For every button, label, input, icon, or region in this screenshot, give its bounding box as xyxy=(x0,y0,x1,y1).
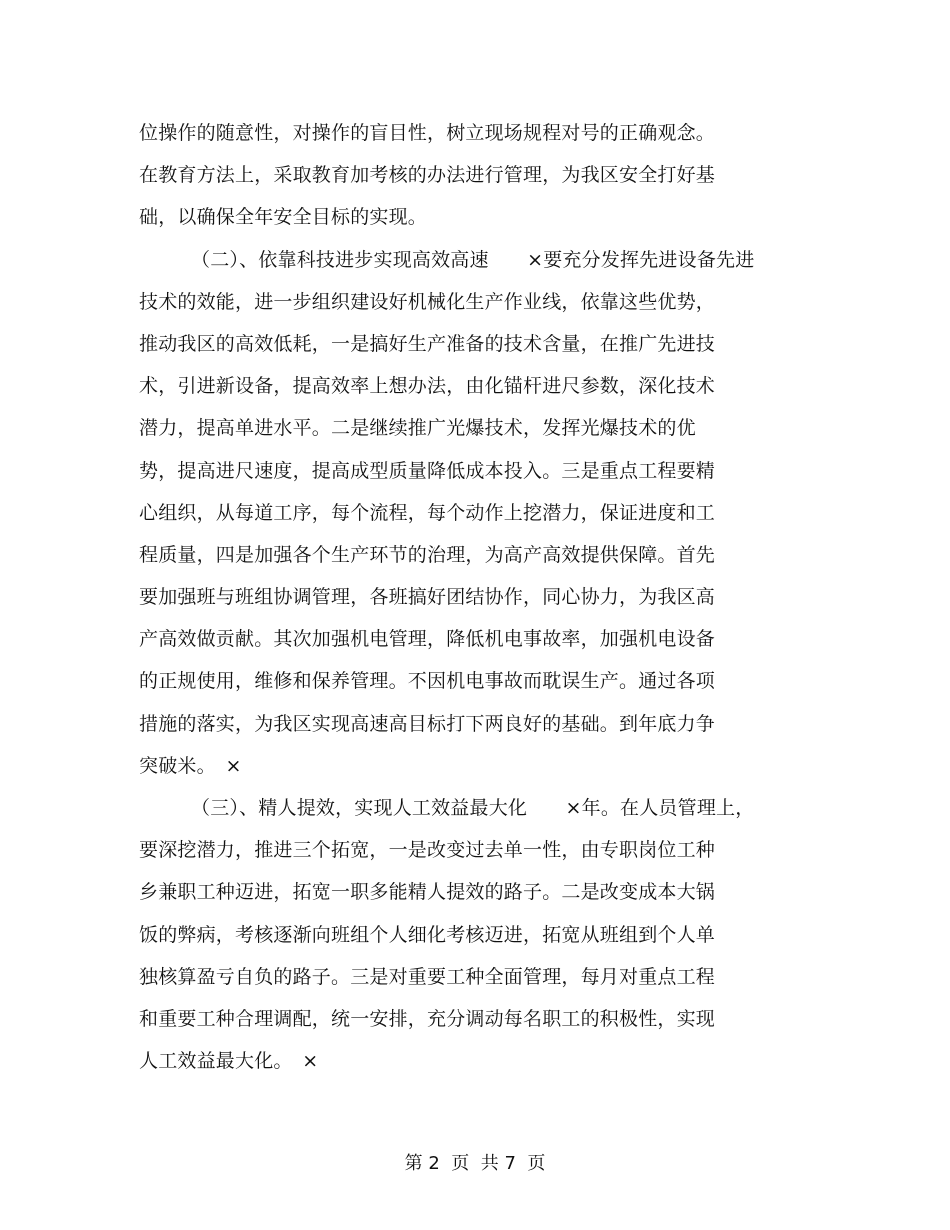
text-line: 要加强班与班组协调管理，各班搞好团结协作，同心协力，为我区高 xyxy=(139,586,716,609)
text-line: 潜力，提高单进水平。二是继续推广光爆技术，发挥光爆技术的优 xyxy=(139,417,696,440)
text-line: （二）、依靠科技进步实现高效高速 ×要充分发挥先进设备先进 xyxy=(191,248,755,271)
text-line: 程质量，四是加强各个生产环节的治理，为高产高效提供保障。首先 xyxy=(139,543,716,566)
text-line: 独核算盈亏自负的路子。三是对重要工种全面管理，每月对重点工程 xyxy=(139,965,716,988)
text-line: 人工效益最大化。 × xyxy=(139,1050,319,1073)
text-line: 和重要工种合理调配，统一安排，充分调动每名职工的积极性，实现 xyxy=(139,1007,716,1030)
text-line: 位操作的随意性，对操作的盲目性，树立现场规程对号的正确观念。 xyxy=(139,122,716,144)
text-line: 的正规使用，维修和保养管理。不因机电事故而耽误生产。通过各项 xyxy=(139,670,716,693)
text-line: 心组织，从每道工序，每个流程，每个动作上挖潜力，保证进度和工 xyxy=(139,501,716,524)
text-line: 势，提高进尺速度，提高成型质量降低成本投入。三是重点工程要精 xyxy=(139,459,716,482)
text-line: 技术的效能，进一步组织建设好机械化生产作业线，依靠这些优势， xyxy=(139,290,716,313)
text-line: 要深挖潜力，推进三个拓宽，一是改变过去单一性，由专职岗位工种 xyxy=(139,839,716,862)
body-text xyxy=(139,112,819,1082)
text-line: 突破米。 × xyxy=(139,754,242,777)
text-line: 推动我区的高效低耗，一是搞好生产准备的技术含量，在推广先进技 xyxy=(139,332,716,355)
text-line: 在教育方法上，采取教育加考核的办法进行管理，为我区安全打好基 xyxy=(139,164,716,187)
text-line: 措施的落实，为我区实现高速高目标打下两良好的基础。到年底力争 xyxy=(139,712,716,735)
text-line: 础，以确保全年安全目标的实现。 xyxy=(139,206,428,229)
text-line: 饭的弊病，考核逐渐向班组个人细化考核迈进，拓宽从班组到个人单 xyxy=(139,923,716,946)
text-line: 术，引进新设备，提高效率上想办法，由化锚杆进尺参数，深化技术 xyxy=(139,375,716,398)
text-line: 产高效做贡献。其次加强机电管理，降低机电事故率，加强机电设备 xyxy=(139,628,716,651)
text-line: 乡兼职工种迈进，拓宽一职多能精人提效的路子。二是改变成本大锅 xyxy=(139,881,716,904)
text-line: （三）、精人提效，实现人工效益最大化 ×年。在人员管理上， xyxy=(191,797,755,819)
page-footer: 第 2 页 共 7 页 xyxy=(404,1153,546,1174)
